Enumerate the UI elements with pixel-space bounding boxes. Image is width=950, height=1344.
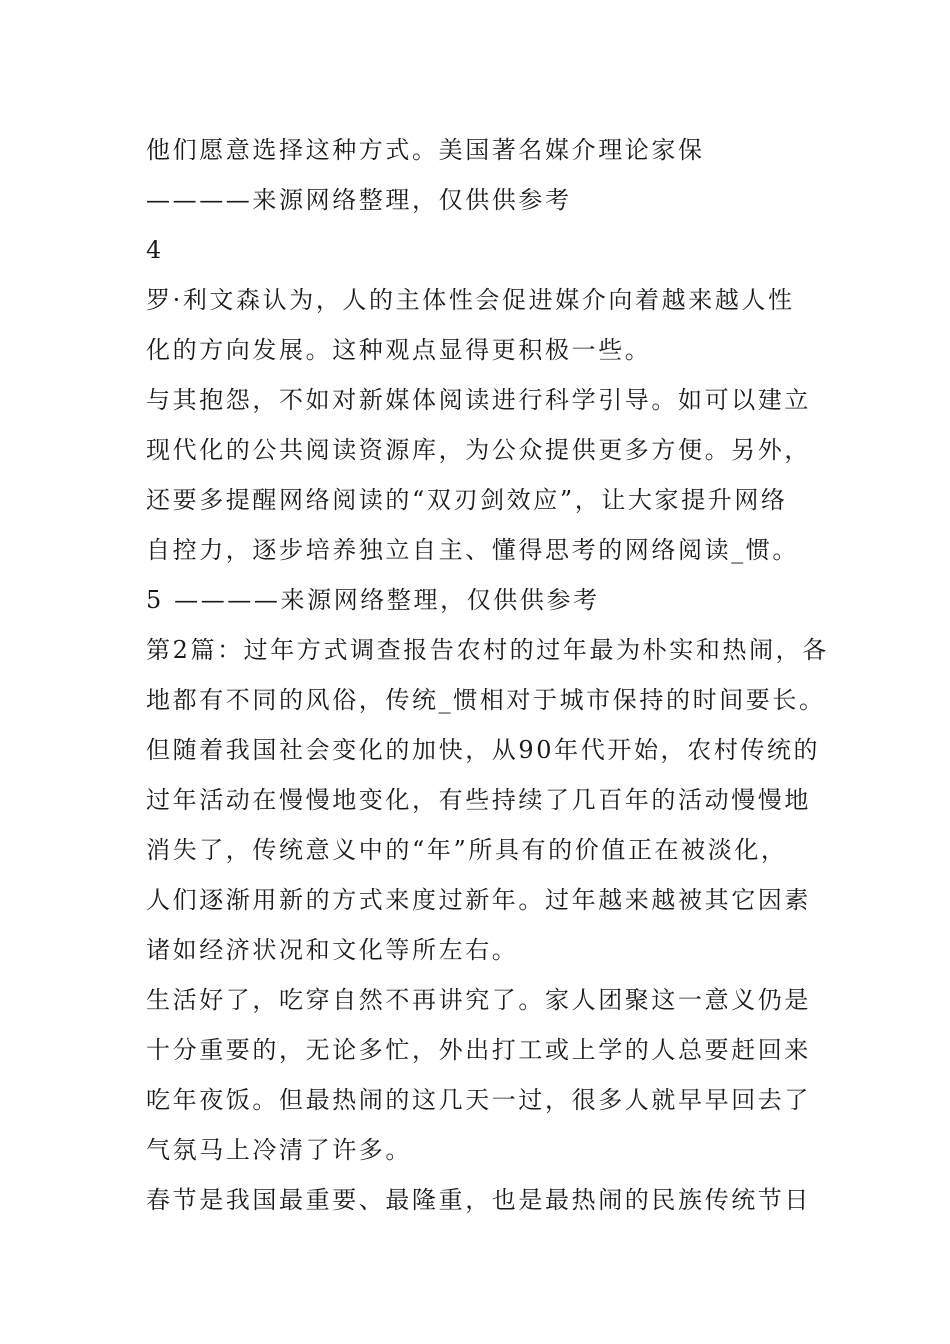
section-heading-line: 第2篇：过年方式调查报告农村的过年最为朴实和热闹，各 xyxy=(146,636,829,664)
text-line: 春节是我国最重要、最隆重，也是最热闹的民族传统节日 xyxy=(146,1186,811,1214)
text-line: 现代化的公共阅读资源库，为公众提供更多方便。另外， xyxy=(146,436,811,464)
text-line: 罗·利文森认为，人的主体性会促进媒介向着越来越人性 xyxy=(146,286,795,314)
text-line: 吃年夜饭。但最热闹的这几天一过，很多人就早早回去了 xyxy=(146,1086,811,1114)
text-line: 与其抱怨，不如对新媒体阅读进行科学引导。如可以建立 xyxy=(146,386,811,414)
text-line: 地都有不同的风俗，传统_惯相对于城市保持的时间要长。 xyxy=(146,686,826,714)
text-line: 人们逐渐用新的方式来度过新年。过年越来越被其它因素 xyxy=(146,886,811,914)
text-line: 过年活动在慢慢地变化，有些持续了几百年的活动慢慢地 xyxy=(146,786,811,814)
source-note-line: ————来源网络整理，仅供供参考 xyxy=(146,186,572,214)
text-line: 自控力，逐步培养独立自主、懂得思考的网络阅读_惯。 xyxy=(146,536,799,564)
text-line: 诸如经济状况和文化等所左右。 xyxy=(146,936,519,964)
text-line: 生活好了，吃穿自然不再讲究了。家人团聚这一意义仍是 xyxy=(146,986,811,1014)
text-line: 气氛马上冷清了许多。 xyxy=(146,1136,412,1164)
page-number: 4 xyxy=(146,236,164,264)
text-line: 消失了，传统意义中的“年”所具有的价值正在被淡化， xyxy=(146,836,788,864)
text-line: 还要多提醒网络阅读的“双刃剑效应”，让大家提升网络 xyxy=(146,486,788,514)
text-line: 但随着我国社会变化的加快，从90年代开始，农村传统的 xyxy=(146,736,821,764)
source-note-line: 5 ————来源网络整理，仅供供参考 xyxy=(146,586,600,614)
text-line: 他们愿意选择这种方式。美国著名媒介理论家保 xyxy=(146,136,705,164)
text-line: 十分重要的，无论多忙，外出打工或上学的人总要赶回来 xyxy=(146,1036,811,1064)
text-line: 化的方向发展。这种观点显得更积极一些。 xyxy=(146,336,652,364)
